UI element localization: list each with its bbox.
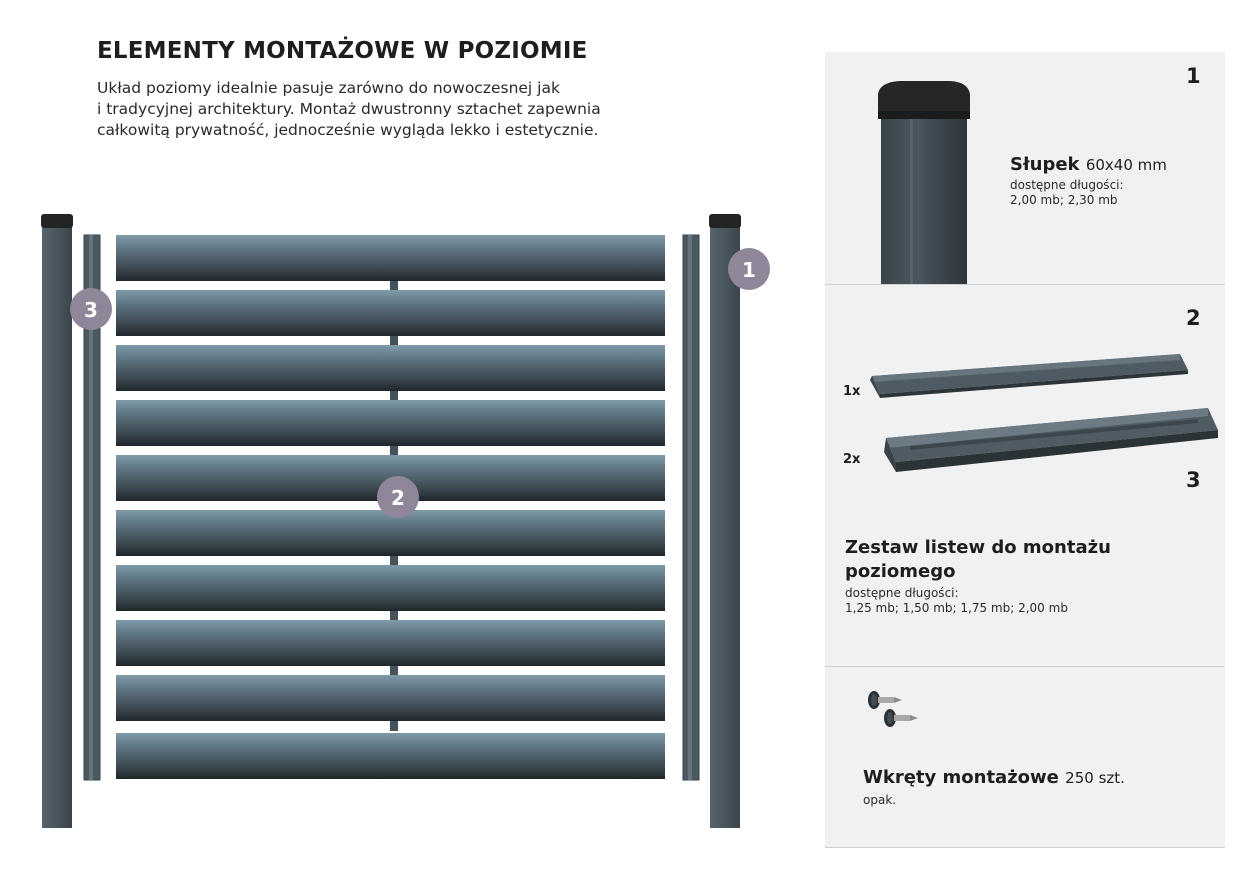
strips-lengths [845,586,1068,616]
panel-divider [825,847,1225,848]
panel-divider [825,666,1225,667]
page-title: ELEMENTY MONTAŻOWE W POZIOMIE [97,38,588,64]
strip-qty-2: 2x [843,452,861,467]
slat [116,290,665,336]
intro-line: całkowitą prywatność, jednocześnie wygląda lekko i estetycznie. [97,121,599,139]
post-image [870,76,980,286]
strips-number-bottom: 3 [1186,468,1201,492]
screws-unit: opak. [863,793,897,807]
callout-slats-number: 2 [391,486,405,510]
post-number: 1 [1186,64,1201,88]
callout-slats [377,476,419,518]
slat [116,675,665,721]
strips-lengths-value: 1,25 mb; 1,50 mb; 1,75 mb; 2,00 mb [845,601,1068,615]
strips-lengths-label: dostępne długości: [845,586,959,600]
slat [116,235,665,281]
slat [116,620,665,666]
slat [116,400,665,446]
slat [116,510,665,556]
strips-title [845,536,1111,584]
screws-title [863,766,1125,790]
screws-spec: 250 szt. [1065,769,1125,787]
callout-strip [70,288,112,330]
callout-post-number: 1 [742,258,756,282]
strips-image [868,350,1228,480]
screws-image [862,686,926,736]
slat [116,345,665,391]
intro-line: Układ poziomy idealnie pasuje zarówno do nowoczesnej jak [97,79,560,97]
post-lengths-label: dostępne długości: [1010,178,1124,192]
post-title [1010,153,1167,177]
post-name: Słupek [1010,154,1080,175]
post-lengths [1010,178,1124,208]
right-post [709,214,741,828]
post-lengths-value: 2,00 mb; 2,30 mb [1010,193,1118,207]
slat [116,565,665,611]
strips-title-line2: poziomego [845,561,956,582]
screws-name: Wkręty montażowe [863,767,1059,788]
strips-number-top: 2 [1186,306,1201,330]
strips-title-line1: Zestaw listew do montażu [845,537,1111,558]
post-spec: 60x40 mm [1085,156,1167,174]
callout-post [728,248,770,290]
slat [116,733,665,779]
left-post [41,214,73,828]
callout-strip-number: 3 [84,298,98,322]
strip-qty-1: 1x [843,384,861,399]
intro-line: i tradycyjnej architektury. Montaż dwustronny sztachet zapewnia [97,100,601,118]
